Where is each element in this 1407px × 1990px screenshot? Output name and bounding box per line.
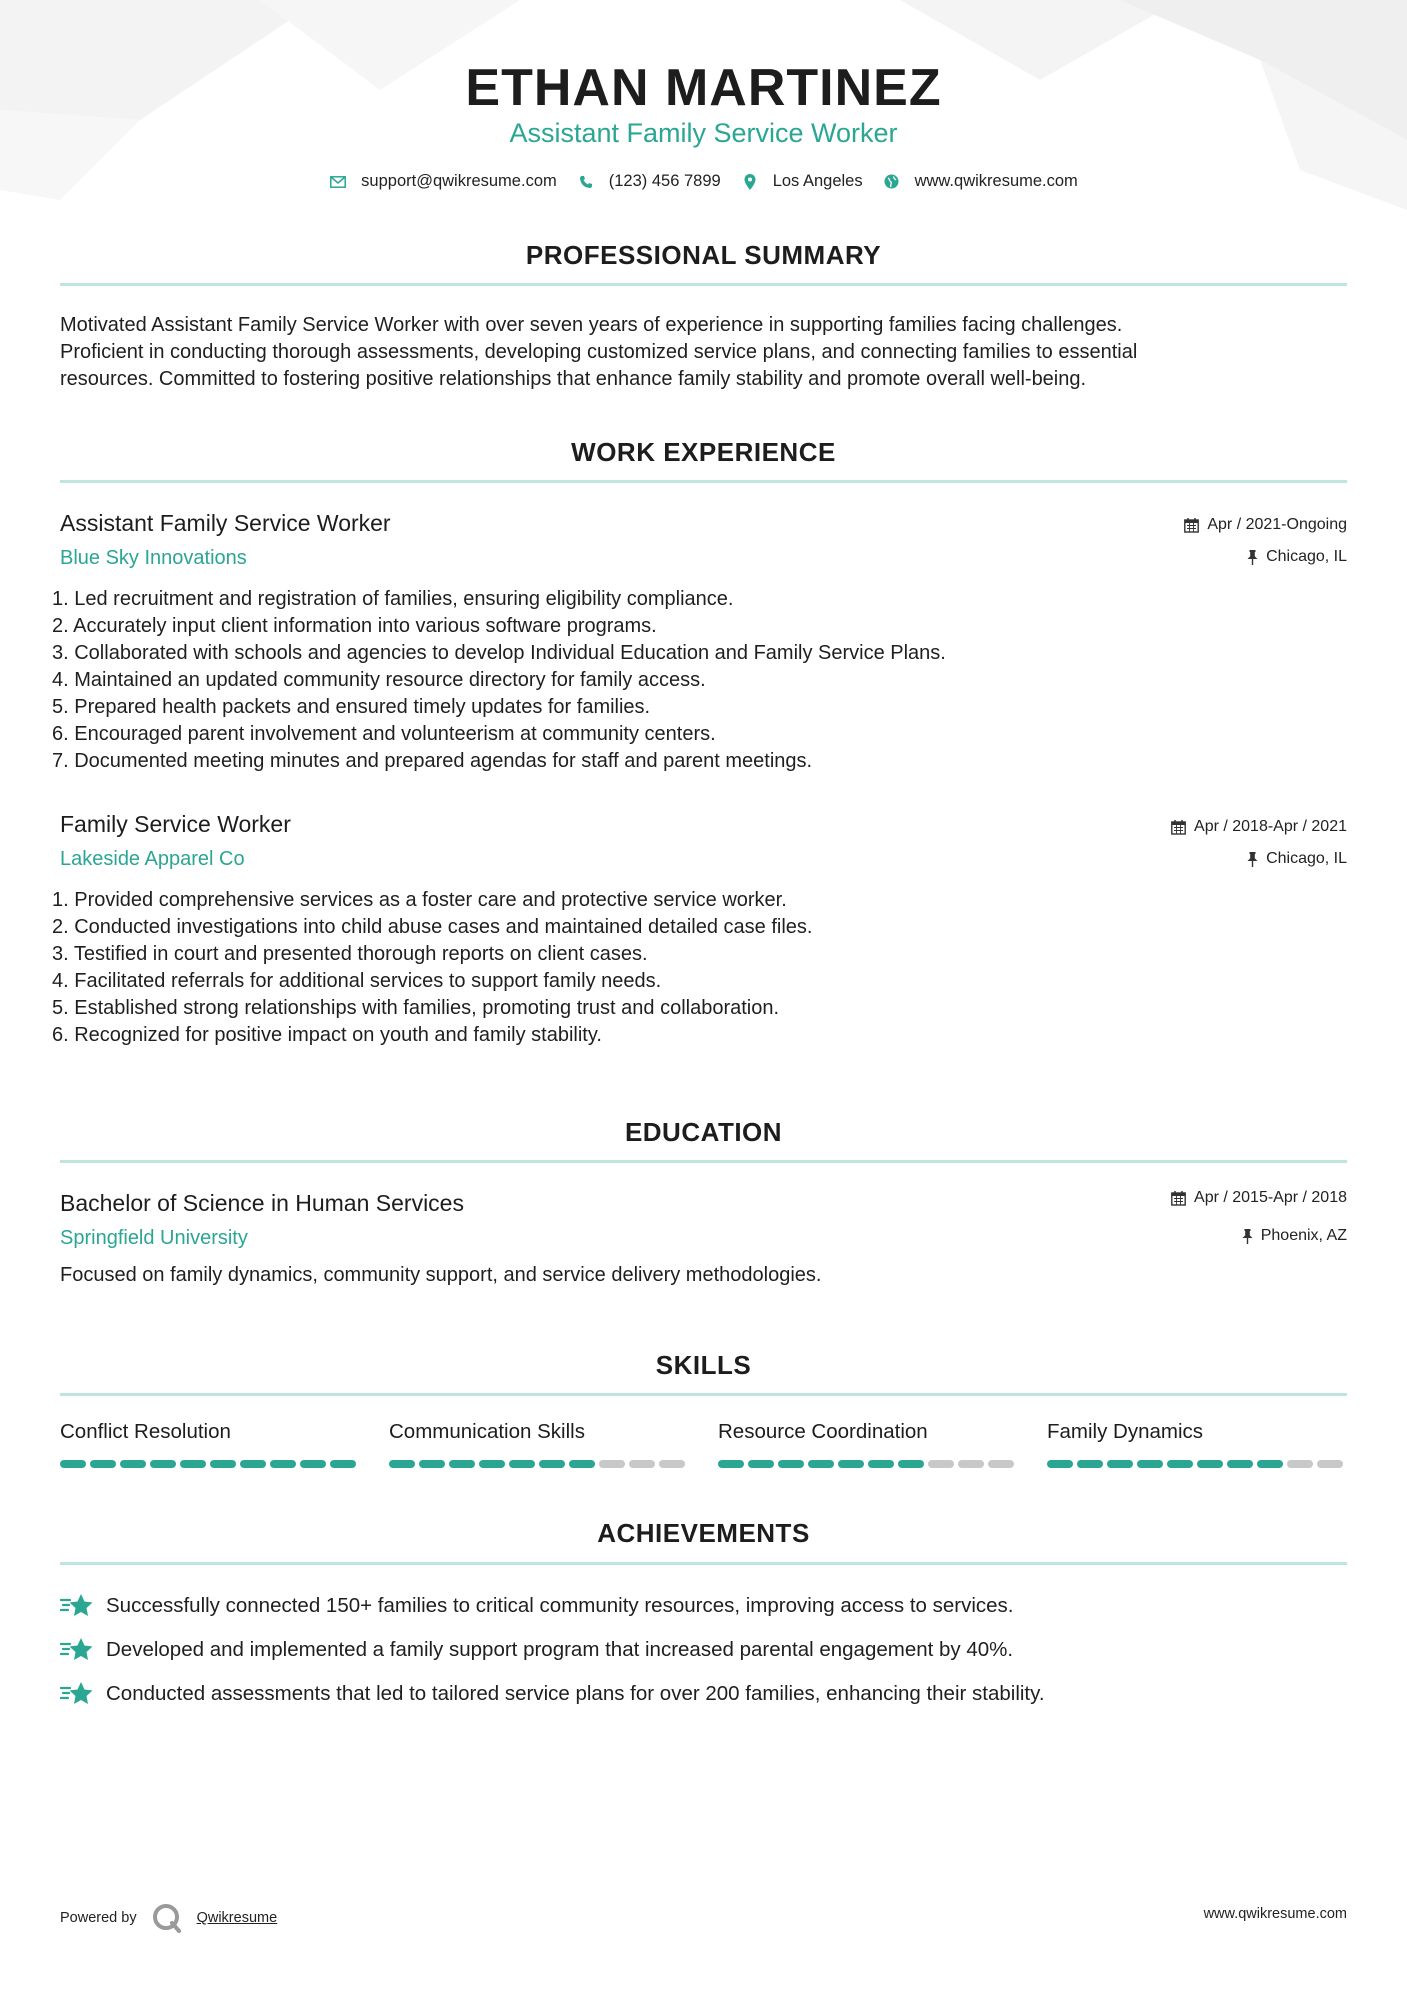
skill-segment [270, 1460, 296, 1468]
list-item: 3. Testified in court and presented thorough reports on client cases. [52, 943, 648, 965]
skill-segment [180, 1460, 206, 1468]
shooting-star-icon [60, 1592, 94, 1620]
contact-phone[interactable] [577, 172, 721, 191]
skill-item [1047, 1420, 1347, 1468]
summary-line: Motivated Assistant Family Service Worker with over seven years of experience in supporting families facing challenges. [60, 314, 1123, 336]
skill-segment [60, 1460, 86, 1468]
skill-segment [988, 1460, 1014, 1468]
list-item: 4. Facilitated referrals for additional services to support family needs. [52, 970, 662, 992]
powered-by-text: Powered by [60, 1910, 137, 1926]
skill-segment [778, 1460, 804, 1468]
skills-list [60, 1420, 1347, 1468]
skill-segment [629, 1460, 655, 1468]
education-divider [60, 1160, 1347, 1163]
pushpin-icon [1242, 1229, 1253, 1244]
footer-powered-by [60, 1902, 277, 1934]
skill-name: Resource Coordination [718, 1420, 928, 1443]
skill-level-bar [1047, 1460, 1347, 1468]
skill-item [718, 1420, 1018, 1468]
skill-segment [1227, 1460, 1253, 1468]
footer-website[interactable]: www.qwikresume.com [1203, 1906, 1347, 1922]
job-title: Family Service Worker [60, 811, 291, 837]
education-description: Focused on family dynamics, community support, and service delivery methodologies. [60, 1264, 822, 1286]
skill-segment [1107, 1460, 1133, 1468]
degree-title: Bachelor of Science in Human Services [60, 1190, 464, 1216]
contact-location [741, 172, 863, 191]
calendar-icon [1171, 820, 1186, 835]
skill-segment [509, 1460, 535, 1468]
achievements-divider [60, 1562, 1347, 1565]
phone-text: (123) 456 7899 [608, 172, 721, 190]
education-heading: EDUCATION [624, 1117, 783, 1147]
skill-segment [1287, 1460, 1313, 1468]
skill-segment [958, 1460, 984, 1468]
achievements-heading: ACHIEVEMENTS [597, 1518, 810, 1548]
skill-level-bar [389, 1460, 689, 1468]
pushpin-icon [1247, 550, 1258, 565]
skill-segment [300, 1460, 326, 1468]
skill-name: Communication Skills [389, 1420, 585, 1443]
summary-divider [60, 283, 1347, 286]
school-name: Springfield University [60, 1227, 248, 1249]
achievement-text: Successfully connected 150+ families to critical community resources, improving access to services. [106, 1594, 1014, 1617]
skill-item [60, 1420, 360, 1468]
skill-segment [240, 1460, 266, 1468]
experience-heading: WORK EXPERIENCE [571, 437, 836, 467]
list-item: 1. Provided comprehensive services as a foster care and protective service worker. [52, 889, 787, 911]
skill-level-bar [718, 1460, 1018, 1468]
skill-name: Conflict Resolution [60, 1420, 231, 1443]
job-location-text: Chicago, IL [1266, 548, 1347, 565]
skill-level-bar [60, 1460, 360, 1468]
contact-bar [60, 172, 1347, 191]
list-item: 4. Maintained an updated community resource directory for family access. [52, 669, 706, 691]
education-location-text: Phoenix, AZ [1260, 1227, 1347, 1244]
list-item: 3. Collaborated with schools and agencies to develop Individual Education and Family Service Plans. [52, 642, 946, 664]
experience-divider [60, 480, 1347, 483]
achievement-item [60, 1584, 1347, 1628]
list-item: 5. Prepared health packets and ensured timely updates for families. [52, 696, 651, 718]
skill-segment [599, 1460, 625, 1468]
contact-email[interactable] [329, 172, 557, 191]
shooting-star-icon [60, 1636, 94, 1664]
job-company: Blue Sky Innovations [60, 547, 247, 569]
skill-segment [928, 1460, 954, 1468]
job-dates-text: Apr / 2018-Apr / 2021 [1194, 818, 1347, 835]
phone-icon [577, 173, 595, 191]
skill-segment [389, 1460, 415, 1468]
email-text: support@qwikresume.com [361, 172, 557, 190]
skill-segment [1167, 1460, 1193, 1468]
summary-text [60, 312, 1347, 393]
pushpin-icon [1247, 852, 1258, 867]
skill-segment [1077, 1460, 1103, 1468]
list-item: 2. Conducted investigations into child abuse cases and maintained detailed case files. [52, 916, 813, 938]
job-dates-text: Apr / 2021-Ongoing [1207, 516, 1347, 533]
job-company: Lakeside Apparel Co [60, 848, 245, 870]
skill-name: Family Dynamics [1047, 1420, 1204, 1443]
summary-line: Proficient in conducting thorough assessments, developing customized service plans, and connecting families to essential [60, 341, 1138, 363]
skill-segment [1137, 1460, 1163, 1468]
skill-segment [150, 1460, 176, 1468]
list-item: 6. Recognized for positive impact on youth and family stability. [52, 1024, 602, 1046]
candidate-name: ETHAN MARTINEZ [465, 59, 942, 117]
candidate-role: Assistant Family Service Worker [509, 118, 898, 148]
job-location [1247, 850, 1347, 868]
skill-segment [1047, 1460, 1073, 1468]
job-location-text: Chicago, IL [1266, 850, 1347, 867]
skill-segment [479, 1460, 505, 1468]
achievement-item [60, 1672, 1347, 1716]
calendar-icon [1184, 518, 1199, 533]
calendar-icon [1171, 1191, 1186, 1206]
achievement-text: Conducted assessments that led to tailored service plans for over 200 families, enhancing their stability. [106, 1682, 1045, 1705]
map-pin-icon [741, 173, 759, 191]
job-dates [1171, 818, 1347, 836]
list-item: 6. Encouraged parent involvement and volunteerism at community centers. [52, 723, 716, 745]
skill-segment [449, 1460, 475, 1468]
list-item: 1. Led recruitment and registration of families, ensuring eligibility compliance. [52, 588, 734, 610]
skill-segment [748, 1460, 774, 1468]
skill-segment [898, 1460, 924, 1468]
job-title: Assistant Family Service Worker [60, 510, 391, 536]
website-text: www.qwikresume.com [914, 172, 1078, 190]
achievement-text: Developed and implemented a family support program that increased parental engagement by 40%. [106, 1638, 1014, 1661]
skill-segment [1197, 1460, 1223, 1468]
globe-icon [883, 173, 901, 191]
skill-segment [539, 1460, 565, 1468]
skill-segment [718, 1460, 744, 1468]
skill-segment [808, 1460, 834, 1468]
skill-segment [419, 1460, 445, 1468]
education-dates [1171, 1189, 1347, 1207]
envelope-icon [329, 173, 347, 191]
skills-divider [60, 1393, 1347, 1396]
summary-line: resources. Committed to fostering positive relationships that enhance family stability and promote overall well-being. [60, 368, 1087, 390]
contact-website[interactable] [883, 172, 1078, 191]
achievement-item [60, 1628, 1347, 1672]
list-item: 7. Documented meeting minutes and prepared agendas for staff and parent meetings. [52, 750, 813, 772]
achievements-list [60, 1584, 1347, 1716]
qwikresume-logo-icon [151, 1902, 183, 1934]
skill-segment [330, 1460, 356, 1468]
list-item: 2. Accurately input client information into various software programs. [52, 615, 657, 637]
job-bullets [52, 887, 812, 1049]
education-location [1242, 1227, 1347, 1245]
job-bullets [52, 586, 946, 775]
job-location [1247, 548, 1347, 566]
skills-heading: SKILLS [655, 1350, 752, 1380]
qwikresume-link[interactable]: Qwikresume [196, 1910, 278, 1926]
job-dates [1184, 516, 1347, 534]
skill-segment [1317, 1460, 1343, 1468]
summary-heading: PROFESSIONAL SUMMARY [525, 240, 882, 270]
shooting-star-icon [60, 1680, 94, 1708]
skill-segment [868, 1460, 894, 1468]
skill-segment [838, 1460, 864, 1468]
location-text: Los Angeles [772, 172, 863, 190]
list-item: 5. Established strong relationships with families, promoting trust and collaboration. [52, 997, 780, 1019]
skill-segment [120, 1460, 146, 1468]
skill-segment [659, 1460, 685, 1468]
skill-item [389, 1420, 689, 1468]
skill-segment [569, 1460, 595, 1468]
skill-segment [210, 1460, 236, 1468]
skill-segment [1257, 1460, 1283, 1468]
skill-segment [90, 1460, 116, 1468]
education-dates-text: Apr / 2015-Apr / 2018 [1194, 1189, 1347, 1206]
